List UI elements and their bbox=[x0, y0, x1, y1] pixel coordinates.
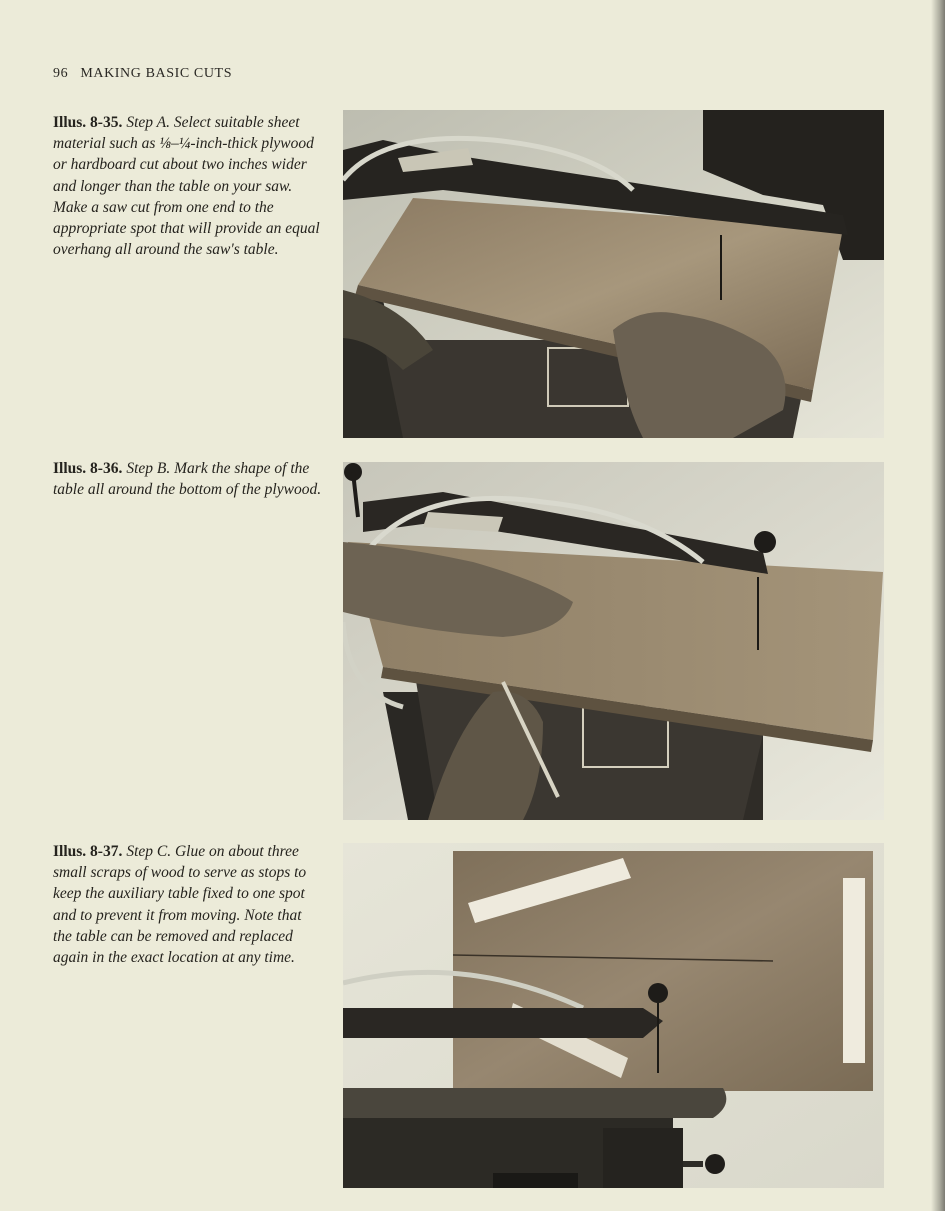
section-title: MAKING BASIC CUTS bbox=[80, 66, 233, 81]
running-header bbox=[53, 66, 232, 82]
figure-caption-text: Step B. Mark the shape of the table all around the bottom of the plywood. bbox=[53, 460, 322, 499]
photo-marking-table-shape bbox=[343, 462, 884, 820]
figure-caption-8-37 bbox=[53, 841, 323, 968]
figure-caption-8-36 bbox=[53, 458, 323, 500]
photo-glued-stops-on-table bbox=[343, 843, 884, 1188]
figure-label: Illus. 8-35. bbox=[53, 114, 123, 131]
photo-plywood-on-saw-table bbox=[343, 110, 884, 438]
figure-caption-8-35 bbox=[53, 112, 323, 260]
figure-caption-text: Step A. Select suitable sheet material such as ⅛–¼-inch-thick plywood or hardboard cut about two inches wider and longer than the table on your saw. Make a saw cut from one end to the appropriate spot that will provide an equal overhang all around the saw's table. bbox=[53, 114, 320, 259]
page-number: 96 bbox=[53, 66, 69, 81]
figure-label: Illus. 8-36. bbox=[53, 460, 123, 477]
figure-caption-text: Step C. Glue on about three small scraps of wood to serve as stops to keep the auxiliary table fixed to one spot and to prevent it from moving. Note that the table can be removed and replaced again in the exact location at any time. bbox=[53, 843, 307, 967]
figure-label: Illus. 8-37. bbox=[53, 843, 123, 860]
page-edge-shadow bbox=[931, 0, 945, 1211]
